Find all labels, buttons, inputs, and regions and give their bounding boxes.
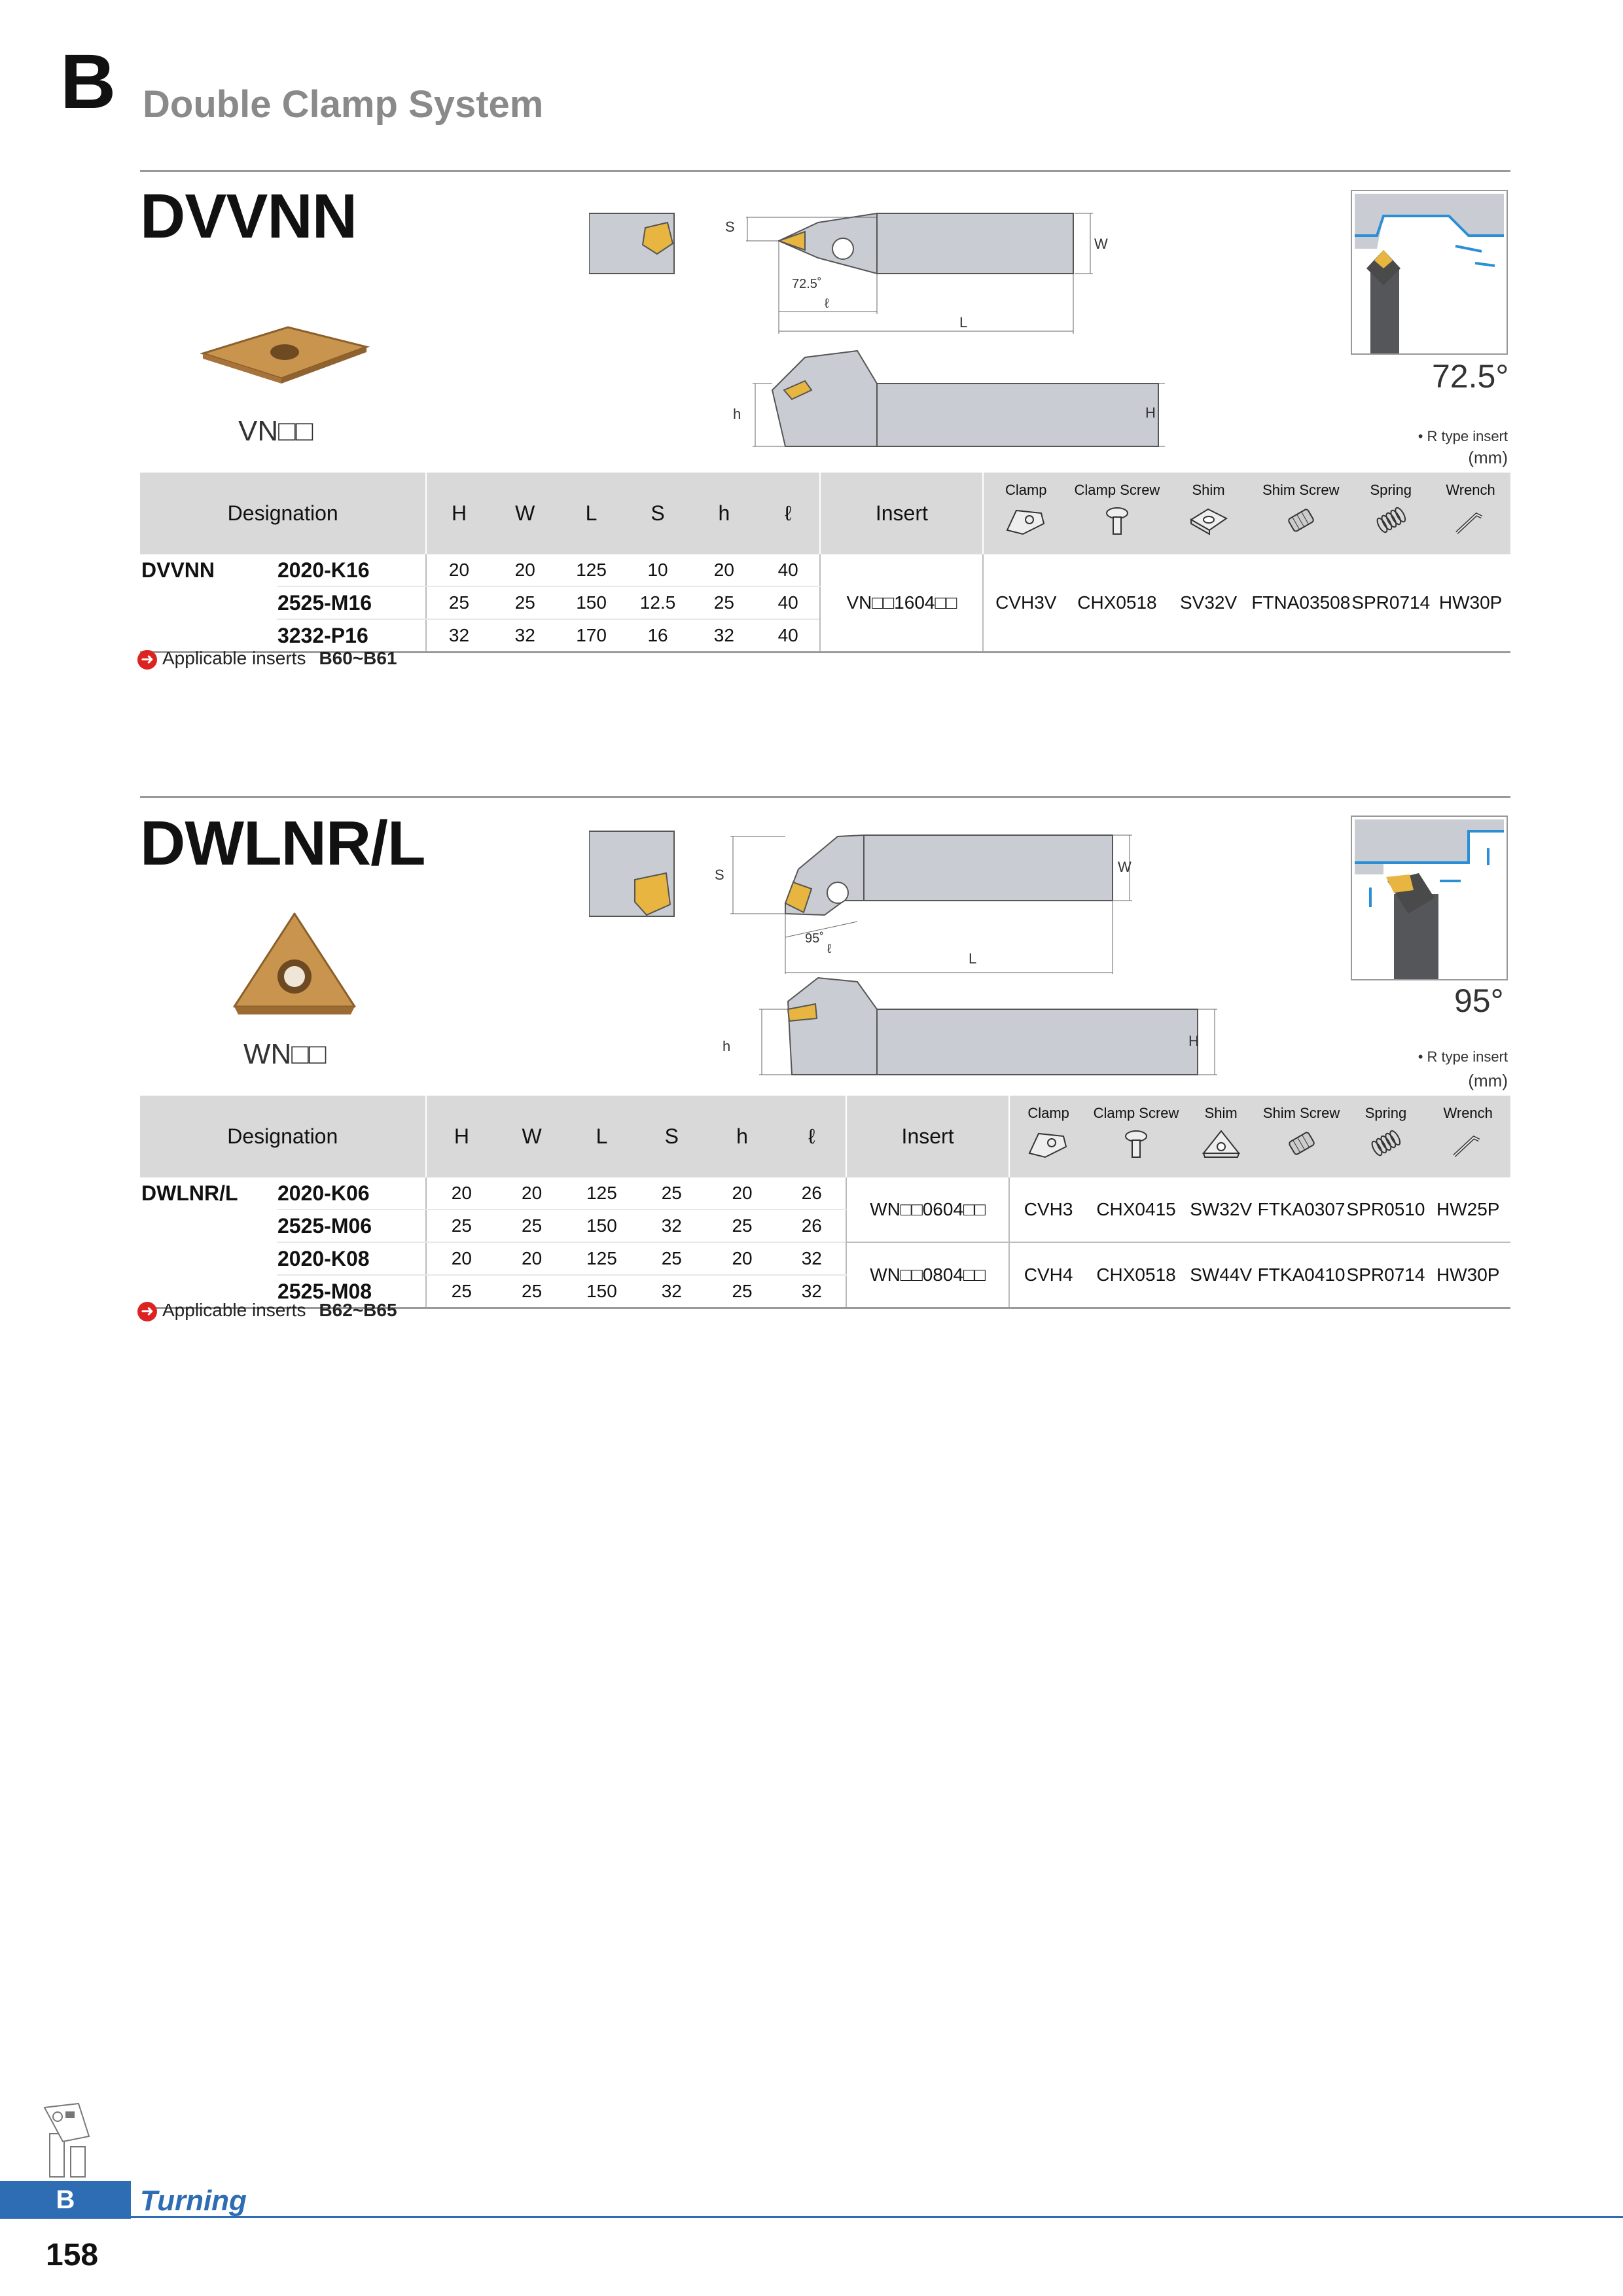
cell-l: 125 xyxy=(567,1177,637,1210)
cell-shim: SV32V xyxy=(1166,554,1251,653)
holder-top-view-dwlnr xyxy=(589,830,1217,974)
cell-s: 25 xyxy=(637,1177,707,1210)
dim-label-angle: 95˚ xyxy=(805,931,824,946)
col-s: S xyxy=(637,1096,707,1177)
applicable-inserts-pages[interactable]: B62~B65 xyxy=(319,1300,397,1320)
col-l: L xyxy=(559,473,624,554)
dim-label-s: S xyxy=(715,867,724,883)
col-shim xyxy=(1166,473,1251,554)
section-letter: B xyxy=(60,39,116,125)
insert-image-wn xyxy=(229,908,360,1020)
cell-shim: SW32V xyxy=(1185,1177,1257,1242)
cell-shim: SW44V xyxy=(1185,1242,1257,1308)
holder-side-view-dwlnr xyxy=(720,975,1217,1080)
designation-code: 2020-K16 xyxy=(277,554,426,586)
col-clamp-screw xyxy=(1068,473,1166,554)
col-clamp xyxy=(1009,1096,1087,1177)
dim-label-ell: ℓ xyxy=(825,296,829,311)
cell-insert: VN□□1604□□ xyxy=(820,554,983,653)
dim-label-w: W xyxy=(1118,859,1132,875)
col-spring-label: Spring xyxy=(1364,1105,1407,1121)
col-h-upper: H xyxy=(426,473,491,554)
col-shim-label: Shim xyxy=(1192,482,1225,498)
cell-l: 150 xyxy=(567,1210,637,1242)
applicable-inserts-note xyxy=(137,1300,397,1321)
col-clamp-label: Clamp xyxy=(1005,482,1047,498)
col-ell: ℓ xyxy=(757,473,820,554)
cell-clamp: CVH3 xyxy=(1009,1177,1087,1242)
col-clamp-label: Clamp xyxy=(1027,1105,1069,1121)
cell-shim-screw: FTNA03508 xyxy=(1251,554,1351,653)
col-s: S xyxy=(624,473,691,554)
cell-clamp: CVH4 xyxy=(1009,1242,1087,1308)
cell-shim-screw: FTKA0307 xyxy=(1257,1177,1346,1242)
arrow-right-icon: ➜ xyxy=(137,650,157,670)
spec-table-dwlnr xyxy=(140,1096,1510,1309)
cell-w: 25 xyxy=(491,586,559,619)
machining-illustration-dvvnn xyxy=(1351,190,1508,355)
designation-code: 2020-K08 xyxy=(277,1242,426,1275)
cell-clamp-screw: CHX0518 xyxy=(1087,1242,1185,1308)
col-h-lower: h xyxy=(692,473,757,554)
col-shim-screw-label: Shim Screw xyxy=(1262,1105,1340,1121)
cell-w: 25 xyxy=(497,1275,567,1308)
spring-icon xyxy=(1368,504,1414,537)
col-shim xyxy=(1185,1096,1257,1177)
cell-h-upper: 32 xyxy=(426,619,491,653)
approach-angle-dwlnr: 95° xyxy=(1454,982,1504,1019)
cell-ell: 40 xyxy=(757,586,820,619)
cell-l: 150 xyxy=(559,586,624,619)
unit-label-dvvnn: (mm) xyxy=(1468,448,1508,467)
insert-label-wn: WN□□ xyxy=(243,1038,327,1070)
cell-h-lower: 32 xyxy=(692,619,757,653)
holder-top-view-dvvnn xyxy=(589,203,1178,340)
cell-l: 125 xyxy=(567,1242,637,1275)
turning-tool-icon xyxy=(39,2101,98,2179)
cell-ell: 32 xyxy=(777,1275,846,1308)
cell-l: 125 xyxy=(559,554,624,586)
col-wrench-label: Wrench xyxy=(1446,482,1495,498)
designation-group: DVVNN xyxy=(140,554,277,653)
col-wrench xyxy=(1431,473,1510,554)
designation-code: 2020-K06 xyxy=(277,1177,426,1210)
page-number: 158 xyxy=(46,2238,99,2272)
dim-label-h-upper: H xyxy=(1145,404,1156,421)
cell-h-lower: 25 xyxy=(692,586,757,619)
cell-ell: 26 xyxy=(777,1210,846,1242)
clamp-screw-icon xyxy=(1094,504,1140,537)
cell-h-lower: 20 xyxy=(692,554,757,586)
unit-label-dwlnr: (mm) xyxy=(1468,1071,1508,1090)
cell-spring: SPR0714 xyxy=(1351,554,1431,653)
applicable-inserts-text: Applicable inserts xyxy=(162,648,306,668)
dim-label-s: S xyxy=(725,219,735,235)
col-l: L xyxy=(567,1096,637,1177)
cell-spring: SPR0714 xyxy=(1346,1242,1426,1308)
col-spring xyxy=(1351,473,1431,554)
shim-screw-icon xyxy=(1278,504,1324,537)
arrow-right-icon: ➜ xyxy=(137,1302,157,1321)
insert-label-vn: VN□□ xyxy=(238,415,313,447)
dim-label-h-upper: H xyxy=(1188,1033,1199,1049)
designation-code: 2525-M08 xyxy=(277,1275,426,1308)
cell-shim-screw: FTKA0410 xyxy=(1257,1242,1346,1308)
col-h-lower: h xyxy=(707,1096,778,1177)
cell-h-lower: 25 xyxy=(707,1275,778,1308)
r-type-note-dvvnn: • R type insert xyxy=(1418,428,1508,444)
shim-screw-icon xyxy=(1279,1127,1325,1160)
col-clamp-screw-label: Clamp Screw xyxy=(1074,482,1160,498)
cell-s: 32 xyxy=(637,1210,707,1242)
cell-ell: 40 xyxy=(757,554,820,586)
designation-code: 3232-P16 xyxy=(277,619,426,653)
dim-label-l: L xyxy=(969,950,977,967)
col-designation: Designation xyxy=(140,473,426,554)
section-divider xyxy=(140,796,1510,798)
col-clamp-screw xyxy=(1087,1096,1185,1177)
cell-w: 32 xyxy=(491,619,559,653)
clamp-icon xyxy=(1003,504,1049,537)
applicable-inserts-text: Applicable inserts xyxy=(162,1300,306,1320)
clamp-screw-icon xyxy=(1113,1127,1159,1160)
col-h-upper: H xyxy=(426,1096,497,1177)
footer-section-badge: B xyxy=(0,2181,131,2219)
cell-h-upper: 25 xyxy=(426,586,491,619)
designation-code: 2525-M16 xyxy=(277,586,426,619)
col-clamp-screw-label: Clamp Screw xyxy=(1093,1105,1179,1121)
col-shim-label: Shim xyxy=(1204,1105,1238,1121)
cell-w: 20 xyxy=(497,1242,567,1275)
clamp-icon xyxy=(1026,1127,1071,1160)
cell-s: 25 xyxy=(637,1242,707,1275)
insert-image-vn xyxy=(196,321,373,386)
dim-label-w: W xyxy=(1094,236,1108,252)
cell-spring: SPR0510 xyxy=(1346,1177,1426,1242)
cell-h-upper: 25 xyxy=(426,1275,497,1308)
col-insert: Insert xyxy=(820,473,983,554)
cell-h-upper: 25 xyxy=(426,1210,497,1242)
cell-ell: 40 xyxy=(757,619,820,653)
cell-w: 25 xyxy=(497,1210,567,1242)
section-title: Double Clamp System xyxy=(143,83,544,126)
col-insert: Insert xyxy=(846,1096,1009,1177)
shim-icon xyxy=(1198,1127,1244,1160)
designation-group: DWLNR/L xyxy=(140,1177,277,1308)
col-shim-screw xyxy=(1257,1096,1346,1177)
applicable-inserts-pages[interactable]: B60~B61 xyxy=(319,648,397,668)
col-ell: ℓ xyxy=(777,1096,846,1177)
designation-code: 2525-M06 xyxy=(277,1210,426,1242)
cell-s: 16 xyxy=(624,619,691,653)
col-w: W xyxy=(491,473,559,554)
applicable-inserts-note xyxy=(137,648,397,670)
col-wrench-label: Wrench xyxy=(1443,1105,1493,1121)
cell-h-upper: 20 xyxy=(426,1177,497,1210)
dim-label-h-lower: h xyxy=(722,1038,731,1054)
cell-h-lower: 20 xyxy=(707,1177,778,1210)
cell-clamp-screw: CHX0518 xyxy=(1068,554,1166,653)
spring-icon xyxy=(1363,1127,1408,1160)
cell-h-lower: 25 xyxy=(707,1210,778,1242)
col-spring xyxy=(1346,1096,1426,1177)
cell-l: 170 xyxy=(559,619,624,653)
footer-rule xyxy=(131,2216,1623,2218)
cell-h-upper: 20 xyxy=(426,1242,497,1275)
r-type-note-dwlnr: • R type insert xyxy=(1418,1049,1508,1065)
footer-section-name[interactable]: Turning xyxy=(140,2185,247,2217)
approach-angle-dvvnn: 72.5° xyxy=(1432,358,1509,395)
cell-wrench: HW30P xyxy=(1425,1242,1510,1308)
cell-s: 12.5 xyxy=(624,586,691,619)
cell-clamp: CVH3V xyxy=(983,554,1068,653)
cell-insert: WN□□0604□□ xyxy=(846,1177,1009,1242)
dim-label-angle: 72.5˚ xyxy=(792,277,822,291)
cell-h-upper: 20 xyxy=(426,554,491,586)
col-designation: Designation xyxy=(140,1096,426,1177)
cell-w: 20 xyxy=(491,554,559,586)
cell-h-lower: 20 xyxy=(707,1242,778,1275)
col-w: W xyxy=(497,1096,567,1177)
dim-label-l: L xyxy=(959,314,968,331)
cell-w: 20 xyxy=(497,1177,567,1210)
col-wrench xyxy=(1425,1096,1510,1177)
dim-label-h-lower: h xyxy=(733,406,741,422)
cell-wrench: HW30P xyxy=(1431,554,1510,653)
cell-insert: WN□□0804□□ xyxy=(846,1242,1009,1308)
col-shim-screw xyxy=(1251,473,1351,554)
cell-l: 150 xyxy=(567,1275,637,1308)
cell-wrench: HW25P xyxy=(1425,1177,1510,1242)
wrench-icon xyxy=(1448,504,1493,537)
wrench-icon xyxy=(1445,1127,1491,1160)
product-title-dvvnn: DVVNN xyxy=(140,181,357,251)
col-shim-screw-label: Shim Screw xyxy=(1262,482,1340,498)
cell-s: 10 xyxy=(624,554,691,586)
dim-label-ell: ℓ xyxy=(827,942,832,956)
col-spring-label: Spring xyxy=(1370,482,1412,498)
cell-clamp-screw: CHX0415 xyxy=(1087,1177,1185,1242)
cell-s: 32 xyxy=(637,1275,707,1308)
spec-table-dvvnn xyxy=(140,473,1510,653)
product-title-dwlnr: DWLNR/L xyxy=(140,808,425,878)
col-clamp xyxy=(983,473,1068,554)
holder-side-view-dvvnn xyxy=(720,338,1165,453)
machining-illustration-dwlnr xyxy=(1351,816,1508,980)
cell-ell: 32 xyxy=(777,1242,846,1275)
section-divider xyxy=(140,170,1510,172)
cell-ell: 26 xyxy=(777,1177,846,1210)
shim-icon xyxy=(1186,504,1232,537)
